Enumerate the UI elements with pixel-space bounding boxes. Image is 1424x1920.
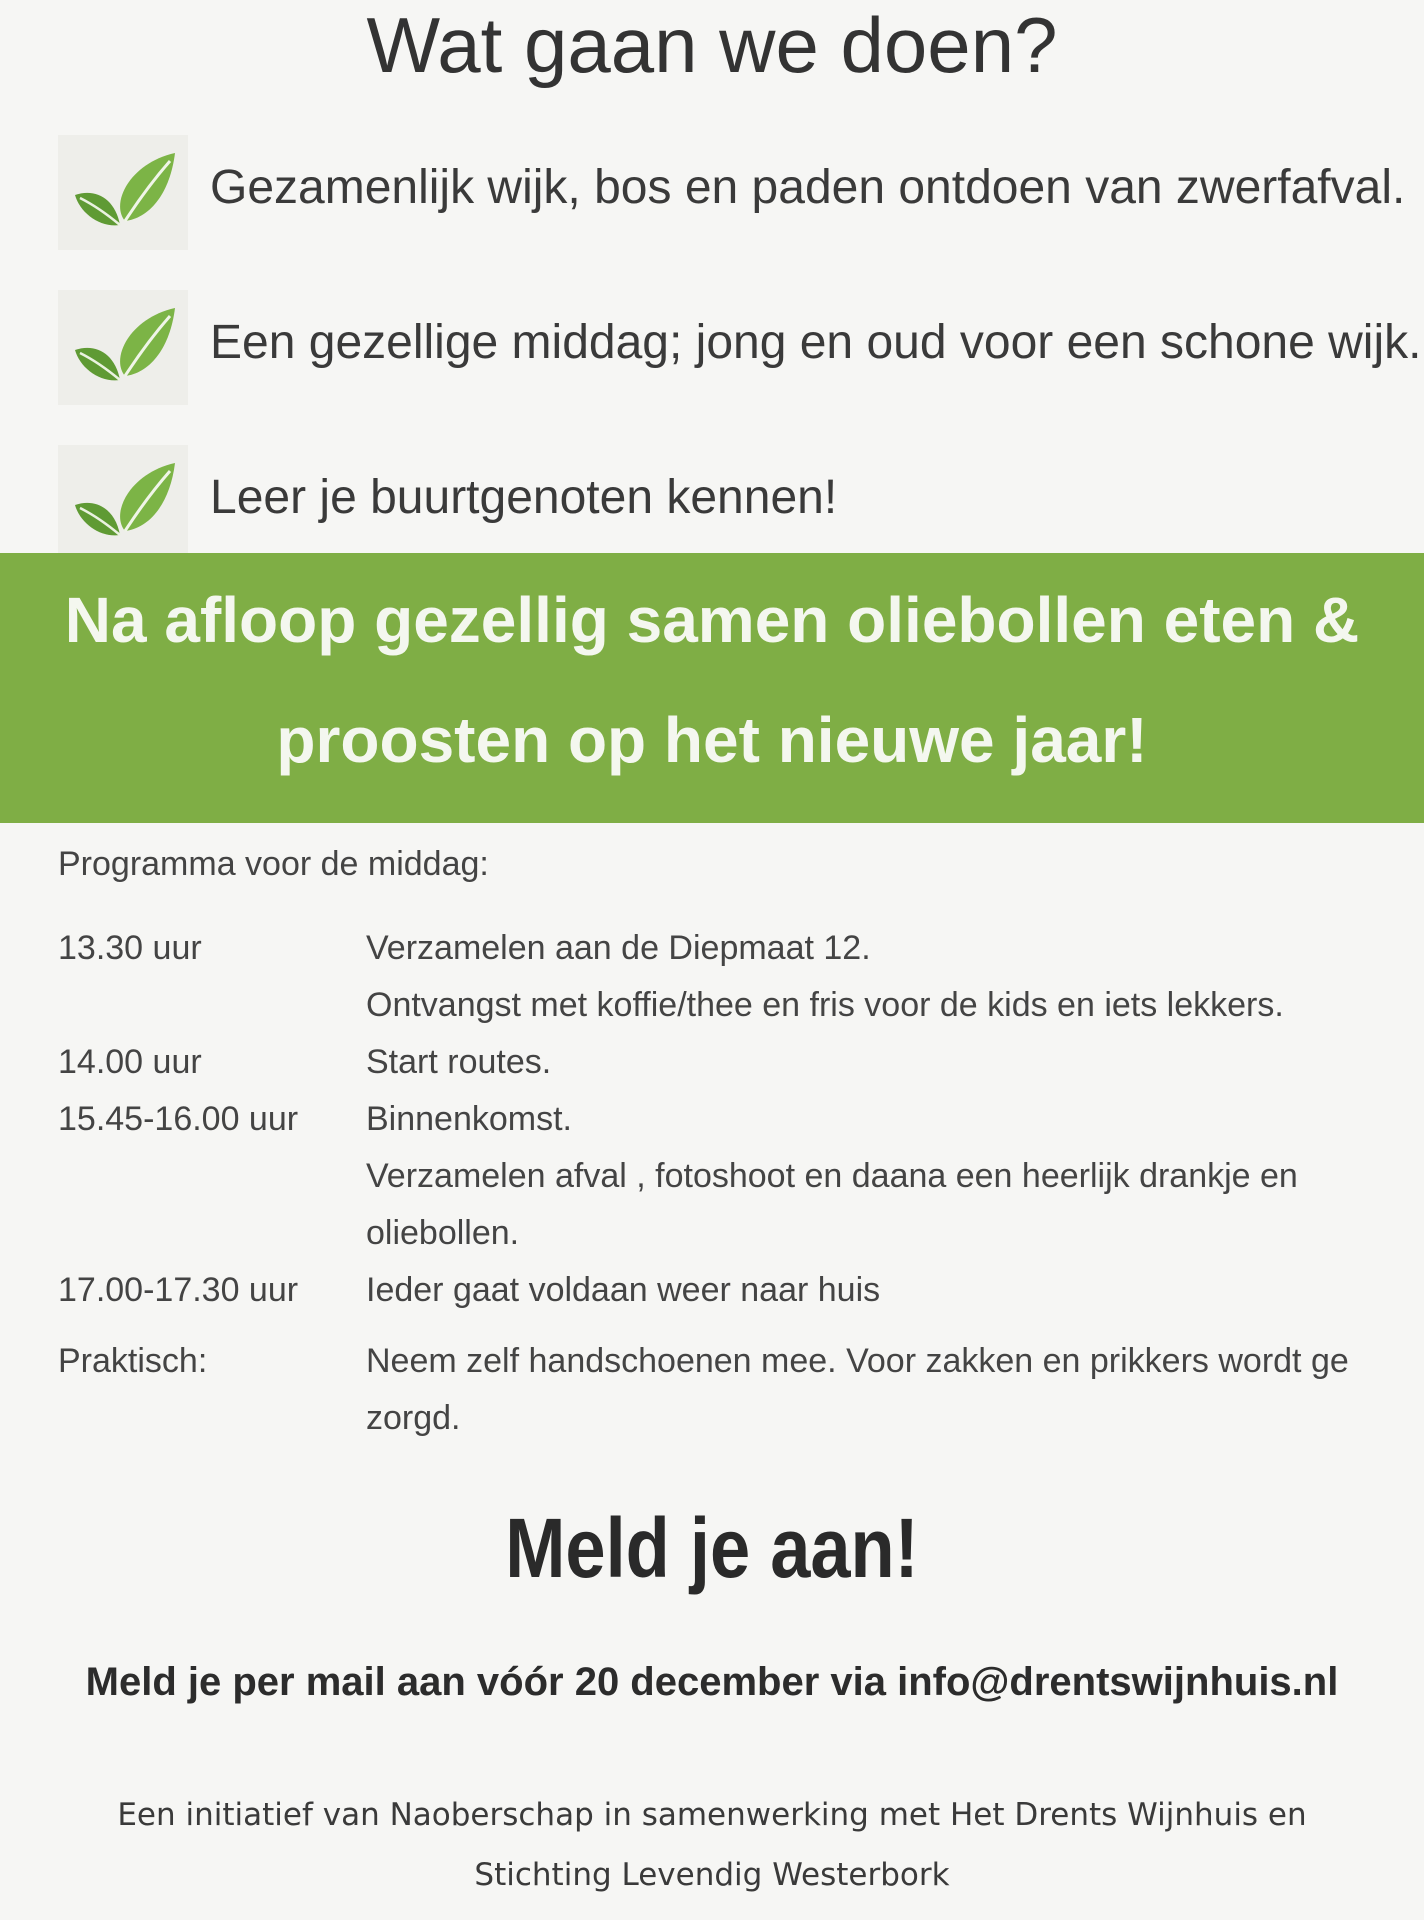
bullet-text: Gezamenlijk wijk, bos en paden ontdoen van zwerfafval. xyxy=(210,161,1406,214)
schedule-description xyxy=(366,1034,1424,1091)
highlight-banner xyxy=(0,553,1424,823)
leaf-icon xyxy=(58,290,188,405)
page-title: Wat gaan we doen? xyxy=(366,1,1058,89)
schedule-row xyxy=(58,1262,1424,1319)
schedule-line: oliebollen. xyxy=(366,1214,520,1252)
footer-line-1: Een initiatief van Naoberschap in samenwerking met Het Drents Wijnhuis en xyxy=(117,1797,1307,1833)
schedule-row xyxy=(58,1333,1424,1447)
schedule-time: Praktisch: xyxy=(58,1342,208,1380)
banner-line-1: Na afloop gezellig samen oliebollen eten & xyxy=(64,584,1360,656)
schedule-line: Ontvangst met koffie/thee en fris voor de kids en iets lekkers. xyxy=(366,986,1284,1024)
schedule-line: Verzamelen aan de Diepmaat 12. xyxy=(366,929,871,967)
schedule-line: Neem zelf handschoenen mee. Voor zakken en prikkers wordt ge xyxy=(366,1342,1349,1380)
schedule-description xyxy=(366,1333,1424,1447)
schedule-row xyxy=(58,1034,1424,1091)
schedule-time: 14.00 uur xyxy=(58,1043,202,1081)
schedule-table xyxy=(58,920,1424,1447)
schedule-line: Ieder gaat voldaan weer naar huis xyxy=(366,1271,881,1309)
schedule-time: 17.00-17.30 uur xyxy=(58,1271,299,1309)
program-heading: Programma voor de middag: xyxy=(58,845,489,883)
schedule-description xyxy=(366,920,1424,1034)
footer-line-2: Stichting Levendig Westerbork xyxy=(474,1857,950,1893)
call-to-action: Meld je aan! xyxy=(505,1501,919,1595)
leaf-icon xyxy=(58,135,188,250)
schedule-time: 15.45-16.00 uur xyxy=(58,1100,299,1138)
schedule-row xyxy=(58,1091,1424,1262)
schedule-description xyxy=(366,1091,1424,1262)
schedule-row xyxy=(58,920,1424,1034)
banner-line-2: proosten op het nieuwe jaar! xyxy=(276,704,1148,776)
schedule-line: zorgd. xyxy=(366,1399,461,1437)
schedule-time: 13.30 uur xyxy=(58,929,202,967)
list-item xyxy=(58,285,1424,440)
activity-list xyxy=(58,130,1424,595)
schedule-line: Verzamelen afval , fotoshoot en daana een heerlijk drankje en xyxy=(366,1157,1298,1195)
leaf-icon xyxy=(58,445,188,560)
signup-instructions: Meld je per mail aan vóór 20 december via info@drentswijnhuis.nl xyxy=(85,1660,1339,1704)
schedule-description xyxy=(366,1262,1424,1319)
schedule-line: Binnenkomst. xyxy=(366,1100,572,1138)
footer-credits xyxy=(0,1785,1424,1905)
bullet-text: Een gezellige middag; jong en oud voor een schone wijk. xyxy=(210,316,1422,369)
bullet-text: Leer je buurtgenoten kennen! xyxy=(210,471,838,524)
list-item xyxy=(58,130,1424,285)
schedule-line: Start routes. xyxy=(366,1043,552,1081)
